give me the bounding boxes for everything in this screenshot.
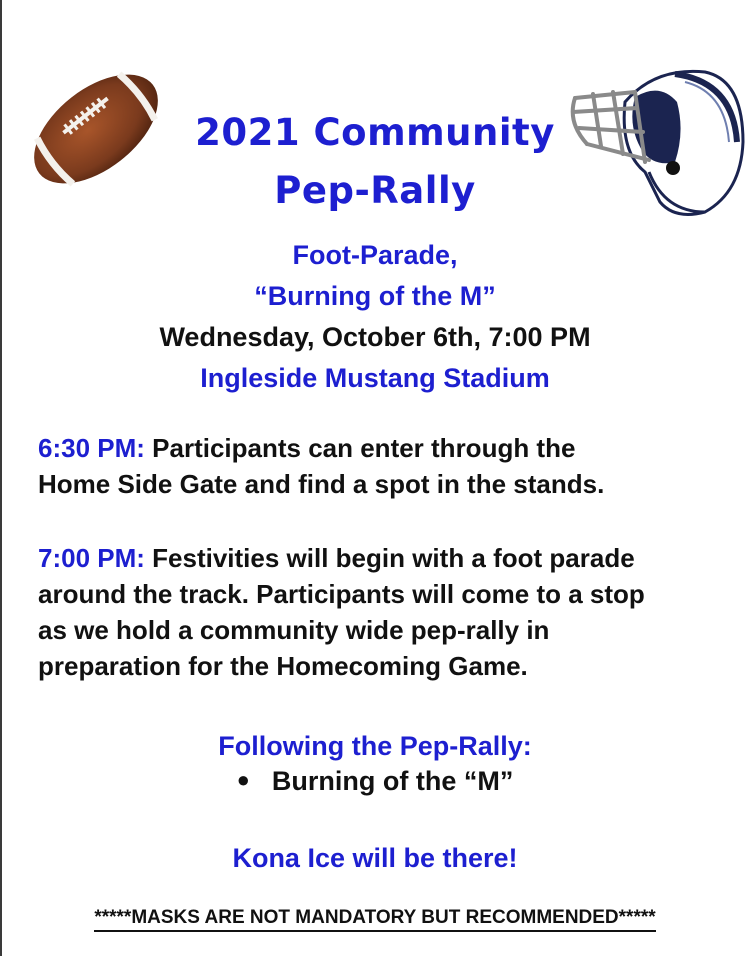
event-subtitle-line-1: Foot-Parade, [292,240,458,270]
schedule-item-2-line-2: around the track. Participants will come to a stop [38,579,645,609]
page-title-line-1: 2021 Community [195,111,555,154]
following-item-text: Burning of the “M” [271,766,514,796]
schedule-item-2-line-3: as we hold a community wide pep-rally in [38,615,550,645]
following-list-item [0,768,750,795]
masks-notice-text: *****MASKS ARE NOT MANDATORY BUT RECOMMENDED***** [94,907,655,932]
event-location: Ingleside Mustang Stadium [200,363,550,393]
event-subtitle-line-2: “Burning of the M” [254,281,496,311]
schedule-item-1-text-1: Participants can enter through the [144,433,576,463]
event-datetime: Wednesday, October 6th, 7:00 PM [159,322,591,352]
kona-ice-notice: Kona Ice will be there! [232,843,518,873]
schedule-item-2 [38,540,738,684]
schedule-item-1-line-1 [38,430,738,466]
page-title-line-2: Pep-Rally [274,169,476,212]
masks-notice [0,908,750,927]
bullet-icon: ● [236,767,250,792]
schedule-item-2-line-1 [38,540,738,576]
schedule-time-700: 7:00 PM: [38,543,145,573]
schedule-time-630: 6:30 PM: [38,433,145,463]
schedule-item-1-line-2: Home Side Gate and find a spot in the stands. [38,469,605,499]
schedule-item-1 [38,430,738,502]
schedule-item-2-line-4: preparation for the Homecoming Game. [38,651,528,681]
schedule-item-2-text-1: Festivities will begin with a foot parade [144,543,635,573]
following-heading: Following the Pep-Rally: [218,731,532,761]
